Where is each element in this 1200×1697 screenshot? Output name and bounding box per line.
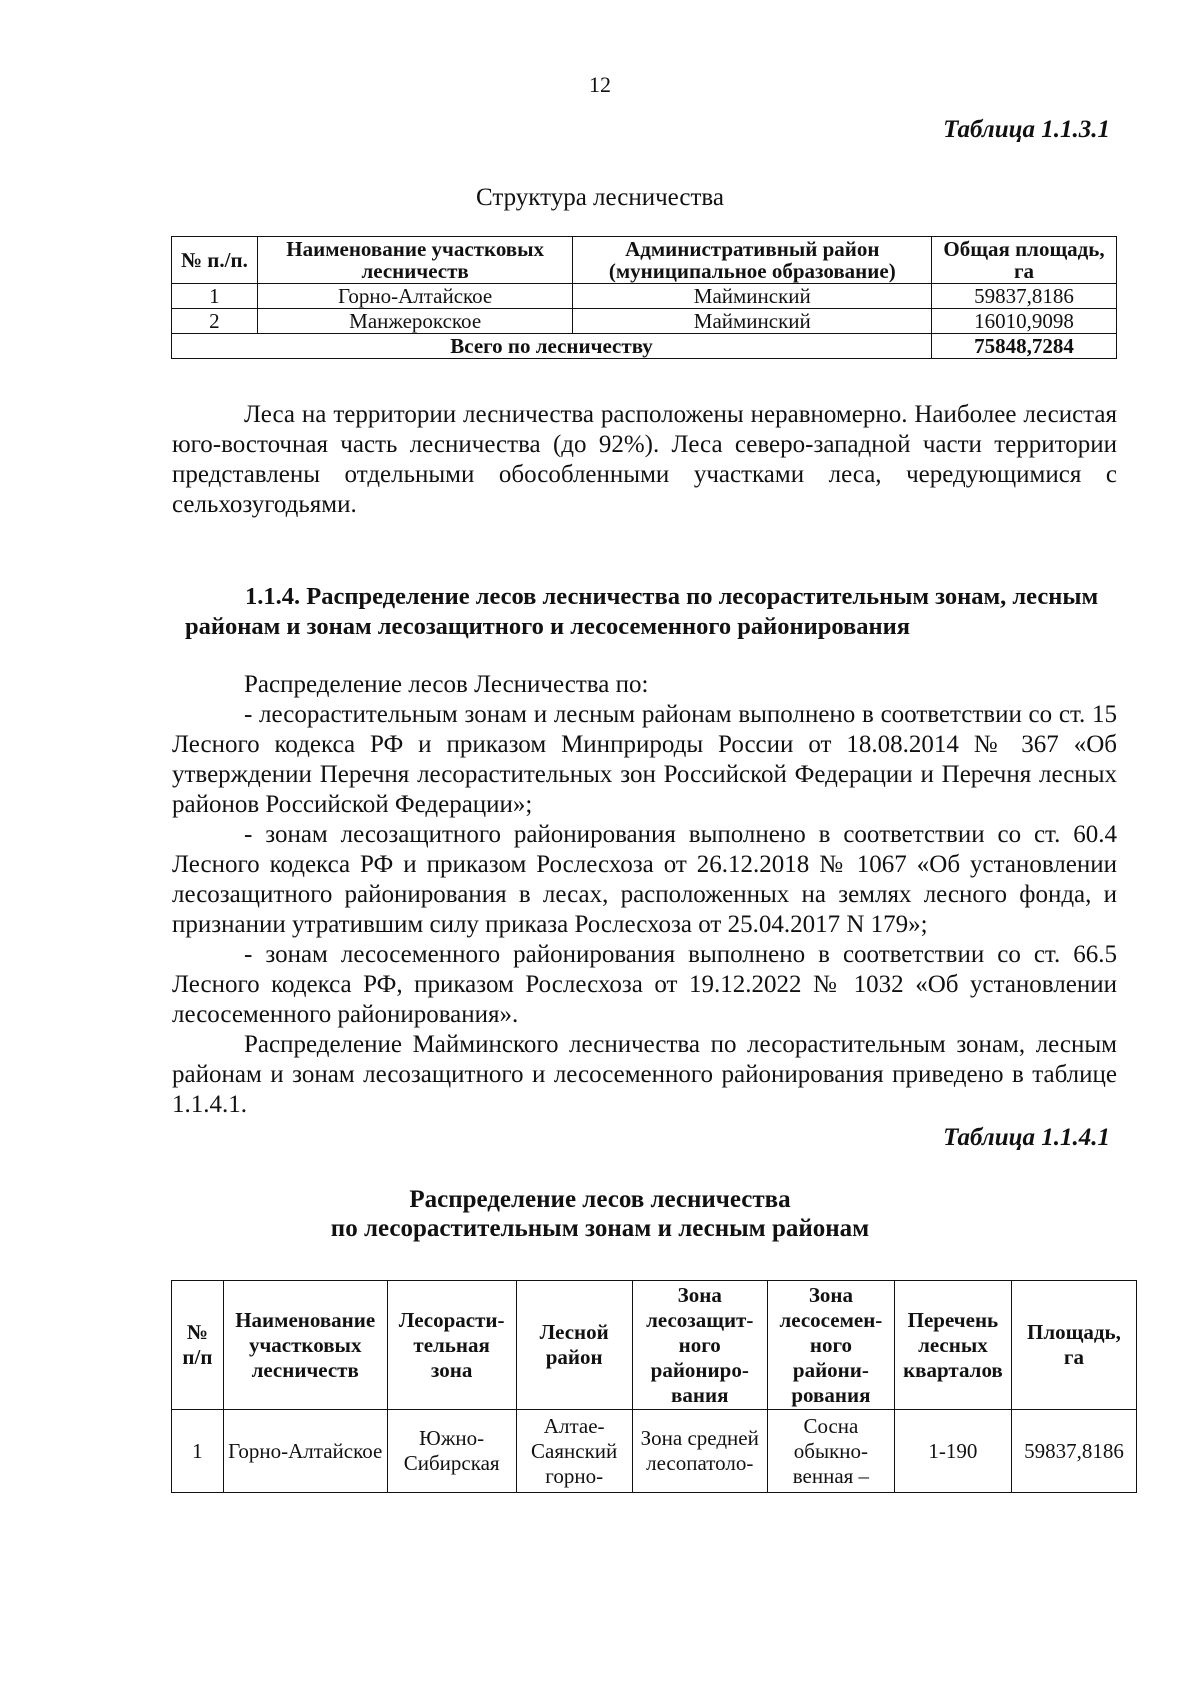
col-header-area: Площадь, га (1011, 1281, 1136, 1410)
total-value: 75848,7284 (932, 334, 1117, 359)
section-intro: Распределение лесов Лесничества по: (244, 671, 649, 698)
cell-num: 1 (172, 284, 258, 309)
cell-name: Манжерокское (257, 309, 573, 334)
col-header-zone: Лесорасти-тельная зона (387, 1281, 516, 1410)
table-title-2 (0, 1185, 1200, 1243)
cell-num: 2 (172, 309, 258, 334)
section-heading-line2: районам и зонам лесозащитного и лесосеменного районирования (185, 613, 910, 640)
section-item-1: - лесорастительным зонам и лесным районам выполнено в соответствии со ст. 15 Лесного кодекса РФ и приказом Минприроды России от 18.08.2014 № 367 «Об утверждении Перечня лесорастительных зон Российской Федерации и Перечня лесных районов Российской Федерации»; (172, 701, 1117, 818)
cell-quarters: 1-190 (894, 1410, 1011, 1493)
section-item-2: - зонам лесозащитного районирования выполнено в соответствии со ст. 60.4 Лесного кодекса РФ и приказом Рослесхоза от 26.12.2018 № 1067 «Об установлении лесозащитного районирования в лесах, расположенных на землях лесного фонда, и признании утратившим силу приказа Рослесхоза от 25.04.2017 N 179»; (172, 821, 1117, 938)
table-caption-2: Таблица 1.1.4.1 (943, 1124, 1110, 1151)
cell-district: Майминский (573, 309, 932, 334)
section-item-3: - зонам лесосеменного районирования выполнено в соответствии со ст. 66.5 Лесного кодекса РФ, приказом Рослесхоза от 19.12.2022 № 1032 «Об установлении лесосеменного районирования». (172, 941, 1117, 1028)
table-header-row (172, 237, 1117, 284)
paragraph-text: Леса на территории лесничества расположены неравномерно. Наиболее лесистая юго-восточная часть лесничества (до 92%). Леса северо-западной части территории представлены отдельными обособленными участками леса, чередующимися с сельхозугодьями. (172, 401, 1117, 518)
cell-district: Майминский (573, 284, 932, 309)
col-header-num: № п/п (172, 1281, 224, 1410)
col-header-district: Административный район (муниципальное образование) (573, 237, 932, 284)
table-title-1: Структура лесничества (476, 184, 724, 211)
section-body (172, 670, 1117, 1120)
page-number: 12 (589, 72, 611, 97)
table-title-2-line1: Распределение лесов лесничества (409, 1186, 791, 1213)
cell-seed-zone: Сосна обыкно-венная – (767, 1410, 894, 1493)
cell-zone: Южно-Сибирская (387, 1410, 516, 1493)
table-row (172, 309, 1117, 334)
table-total-row (172, 334, 1117, 359)
cell-name: Горно-Алтайское (257, 284, 573, 309)
col-header-name: Наименование участковых лесничеств (223, 1281, 387, 1410)
cell-area: 59837,8186 (1011, 1410, 1136, 1493)
col-header-name: Наименование участковых лесничеств (257, 237, 573, 284)
section-closing: Распределение Майминского лесничества по лесорастительным зонам, лесным районам и зонам лесозащитного и лесосеменного районирования приведено в таблице 1.1.4.1. (172, 1031, 1117, 1118)
col-header-area: Общая площадь, га (932, 237, 1117, 284)
col-header-protect-zone: Зона лесозащит-ного райониро-вания (632, 1281, 767, 1410)
cell-district: Алтае-Саянский горно- (516, 1410, 632, 1493)
col-header-quarters: Перечень лесных кварталов (894, 1281, 1011, 1410)
table-row (172, 284, 1117, 309)
section-heading-line1: 1.1.4. Распределение лесов лесничества по лесорастительным зонам, лесным (245, 583, 1099, 610)
forestry-structure-table (171, 236, 1117, 359)
table-title-2-line2: по лесорастительным зонам и лесным районам (330, 1215, 870, 1242)
cell-name: Горно-Алтайское (223, 1410, 387, 1493)
table-header-row (172, 1281, 1137, 1410)
cell-num: 1 (172, 1410, 224, 1493)
paragraph-forest-distribution (172, 400, 1117, 520)
table-caption-1: Таблица 1.1.3.1 (943, 116, 1110, 143)
col-header-num: № п./п. (172, 237, 258, 284)
cell-area: 16010,9098 (932, 309, 1117, 334)
total-label: Всего по лесничеству (172, 334, 932, 359)
cell-area: 59837,8186 (932, 284, 1117, 309)
col-header-seed-zone: Зона лесосемен-ного райони-рования (767, 1281, 894, 1410)
table-row (172, 1410, 1137, 1493)
col-header-district: Лесной район (516, 1281, 632, 1410)
cell-protect-zone: Зона средней лесопатоло- (632, 1410, 767, 1493)
section-heading (185, 582, 1117, 642)
forest-zones-table (171, 1280, 1137, 1493)
